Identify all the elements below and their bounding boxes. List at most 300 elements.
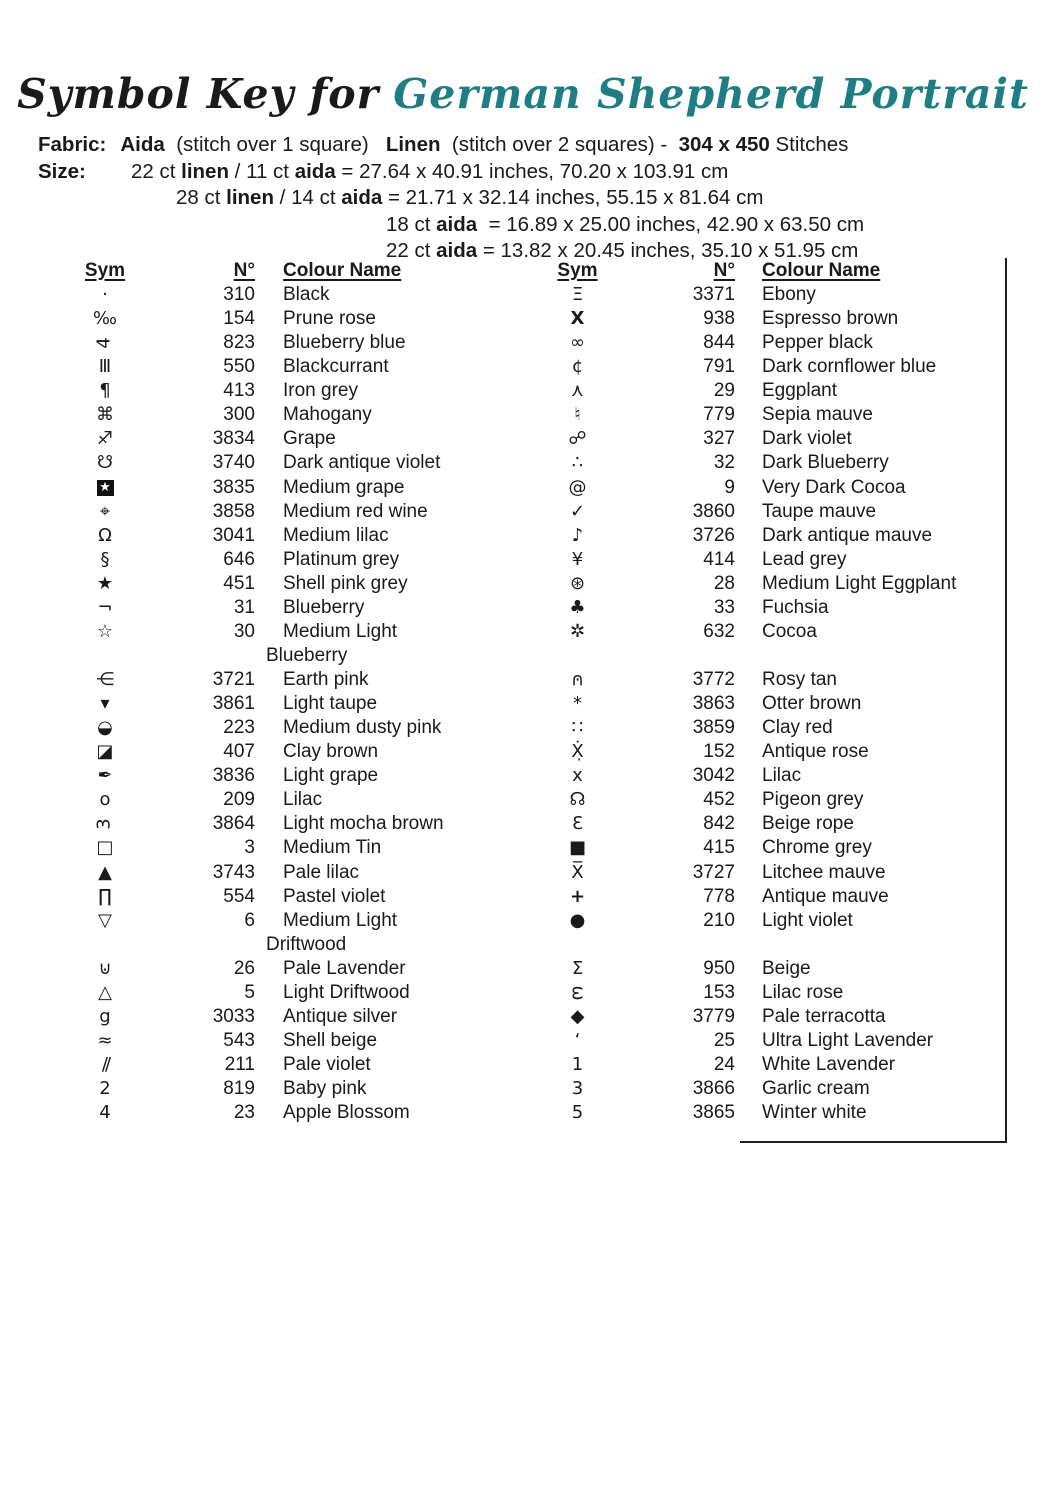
table-row xyxy=(60,548,1006,572)
number-cell: 9 xyxy=(724,476,735,498)
symbol-cell xyxy=(540,741,615,763)
table-row xyxy=(60,355,1006,379)
number-cell: 842 xyxy=(703,813,735,835)
colour-name-cell: Medium dusty pink xyxy=(283,717,442,739)
symbol-cell xyxy=(60,525,150,547)
number-cell: 414 xyxy=(703,548,735,570)
stitch-symbol: // xyxy=(101,1054,109,1076)
symbol-cell xyxy=(60,356,150,378)
symbol-cell xyxy=(540,356,615,378)
header-no-left: N° xyxy=(233,259,255,281)
number-cell: 29 xyxy=(713,380,735,402)
table-row xyxy=(60,1077,1006,1101)
symbol-cell xyxy=(60,765,150,787)
number-cell: 26 xyxy=(233,957,255,979)
number-cell: 3863 xyxy=(692,693,735,715)
number-cell: 778 xyxy=(703,885,735,907)
colour-name-cell: Clay brown xyxy=(283,741,379,763)
table-row xyxy=(60,500,1006,524)
symbol-cell xyxy=(540,597,615,619)
number-cell: 3033 xyxy=(212,1005,255,1027)
colour-name-cell: Antique rose xyxy=(762,741,869,763)
colour-name-cell: Ebony xyxy=(762,284,816,306)
symbol-cell xyxy=(540,837,615,859)
number-cell: 632 xyxy=(703,620,735,642)
symbol-cell xyxy=(540,452,615,474)
symbol-cell xyxy=(60,837,150,859)
colour-name-cell: Grape xyxy=(283,428,336,450)
symbol-cell xyxy=(60,982,150,1004)
header-colour-name-left: Colour Name xyxy=(283,259,402,281)
colour-name-cell: Lead grey xyxy=(762,548,847,570)
symbol-cell xyxy=(540,1102,615,1124)
symbol-cell xyxy=(60,452,150,474)
symbol-cell xyxy=(60,597,150,619)
stitch-symbol: ¶ xyxy=(99,380,111,402)
colour-name-cell: Chrome grey xyxy=(762,837,872,859)
number-cell: 25 xyxy=(713,1029,735,1051)
table-row xyxy=(60,596,1006,620)
table-row xyxy=(60,644,1006,668)
colour-name-cell: White Lavender xyxy=(762,1054,896,1076)
stitch-symbol: ⊍ xyxy=(570,670,585,692)
stitch-symbol: ■ xyxy=(568,837,586,859)
stitch-symbol: 5 xyxy=(571,1102,584,1124)
colour-name-cell: Blueberry blue xyxy=(283,332,406,354)
stitch-symbol: ∞ xyxy=(570,332,585,354)
fabric-line xyxy=(38,133,848,157)
stitch-symbol: g xyxy=(99,1005,111,1027)
colour-name-cell: Pale violet xyxy=(283,1054,371,1076)
colour-name-cell: Garlic cream xyxy=(762,1078,870,1100)
colour-name-cell: Clay red xyxy=(762,717,833,739)
colour-name-cell: Cocoa xyxy=(762,620,817,642)
symbol-cell xyxy=(540,862,615,884)
colour-name-cell: Shell pink grey xyxy=(283,572,408,594)
number-cell: 779 xyxy=(703,404,735,426)
stitch-symbol: 3 xyxy=(93,818,115,831)
table-row xyxy=(60,692,1006,716)
colour-name-cell: Mahogany xyxy=(283,404,372,426)
symbol-cell xyxy=(540,428,615,450)
number-cell: 646 xyxy=(223,548,255,570)
table-row xyxy=(60,1005,1006,1029)
colour-name-cell: Prune rose xyxy=(283,308,376,330)
stitch-symbol: ⋏ xyxy=(570,380,585,402)
colour-name-cell: Baby pink xyxy=(283,1078,367,1100)
stitch-symbol: Ẋ̣ xyxy=(571,741,584,763)
number-cell: 31 xyxy=(233,596,255,618)
number-cell: 211 xyxy=(224,1054,255,1076)
number-cell: 819 xyxy=(223,1078,255,1100)
colour-name-cell: Apple Blossom xyxy=(283,1102,410,1124)
stitch-symbol: ★ xyxy=(96,572,114,594)
symbol-cell xyxy=(60,284,150,306)
header-colour-name-right: Colour Name xyxy=(762,259,881,281)
number-cell: 3772 xyxy=(692,669,735,691)
table-row xyxy=(60,1101,1006,1125)
size-line-4: 22 ct aida = 13.82 x 20.45 inches, 35.10 x 51.95 cm xyxy=(386,239,859,262)
symbol-cell xyxy=(540,958,615,980)
table-row xyxy=(60,331,1006,355)
stitch-symbol: ☋ xyxy=(97,452,113,474)
stitch-symbol: ⊍ xyxy=(98,957,112,979)
symbol-cell xyxy=(540,1030,615,1052)
number-cell: 3 xyxy=(244,837,255,859)
stitch-symbol: ⊛ xyxy=(569,572,586,594)
colour-name-cell: Pepper black xyxy=(762,332,873,354)
table-row xyxy=(60,427,1006,451)
number-cell: 152 xyxy=(703,741,735,763)
symbol-cell xyxy=(540,1006,615,1028)
stitch-symbol: x xyxy=(572,765,583,787)
symbol-cell xyxy=(540,308,615,330)
table-row xyxy=(60,403,1006,427)
colour-name-cell: Dark cornflower blue xyxy=(762,356,937,378)
colour-name-cell: Pigeon grey xyxy=(762,789,864,811)
number-cell: 3864 xyxy=(212,813,255,835)
stitch-symbol: ☍ xyxy=(568,428,587,450)
colour-name-cell: Pastel violet xyxy=(283,885,386,907)
table-row xyxy=(60,788,1006,812)
stitch-symbol: ∷ xyxy=(571,717,584,739)
table-row xyxy=(60,909,1006,933)
number-cell: 210 xyxy=(703,909,735,931)
table-row xyxy=(60,933,1006,957)
stitch-symbol: * xyxy=(573,693,582,715)
number-cell: 3042 xyxy=(692,765,735,787)
number-cell: 300 xyxy=(223,404,255,426)
symbol-cell xyxy=(60,1102,150,1124)
number-cell: 223 xyxy=(223,717,255,739)
colour-name-cell: Beige xyxy=(762,957,811,979)
fabric-details: Aida (stitch over 1 square) Linen (stitch over 2 squares) - 304 x 450 Stitches xyxy=(120,133,849,156)
symbol-cell xyxy=(60,1054,150,1076)
number-cell: 153 xyxy=(703,981,735,1003)
number-cell: 3861 xyxy=(212,693,255,715)
stitch-symbol: ♪ xyxy=(571,524,584,546)
number-cell: 3865 xyxy=(692,1102,735,1124)
number-cell: 950 xyxy=(703,957,735,979)
title-plain: Symbol Key for xyxy=(17,70,380,118)
stitch-symbol: Ξ xyxy=(571,284,584,306)
colour-name-cell: Ultra Light Lavender xyxy=(762,1029,934,1051)
number-cell: 3041 xyxy=(212,524,255,546)
stitch-symbol: Ɛ xyxy=(571,813,584,835)
stitch-symbol: ▲ xyxy=(98,861,112,883)
table-row xyxy=(60,1053,1006,1077)
table-row xyxy=(60,524,1006,548)
colour-name-cell: Rosy tan xyxy=(762,669,837,691)
stitch-symbol: ● xyxy=(569,909,586,931)
table-row xyxy=(60,307,1006,331)
symbol-cell xyxy=(60,404,150,426)
symbol-cell xyxy=(60,862,150,884)
number-cell: 844 xyxy=(703,332,735,354)
stitch-symbol: ‘ xyxy=(574,1029,581,1051)
stitch-symbol: ‰ xyxy=(92,308,118,330)
stitch-symbol: ¬ xyxy=(97,596,113,618)
table-body xyxy=(60,283,1006,1125)
colour-name-cell: Light mocha brown xyxy=(283,813,444,835)
stitch-symbol: ¢ xyxy=(571,356,584,378)
number-cell: 413 xyxy=(223,380,255,402)
stitch-symbol: 2 xyxy=(99,1078,111,1100)
colour-name-cell: Taupe mauve xyxy=(762,500,877,522)
symbol-cell xyxy=(60,1006,150,1028)
number-cell: 32 xyxy=(713,452,735,474)
stitch-symbol: △ xyxy=(98,981,112,1003)
symbol-cell xyxy=(60,308,150,330)
symbol-cell xyxy=(60,669,150,691)
stitch-symbol: Σ xyxy=(571,957,584,979)
symbol-cell xyxy=(60,1078,150,1100)
symbol-cell xyxy=(60,1030,150,1052)
colour-name-cell: Winter white xyxy=(762,1102,867,1124)
number-cell: 28 xyxy=(713,572,735,594)
number-cell: 6 xyxy=(244,909,255,931)
stitch-symbol: □ xyxy=(96,837,114,859)
symbol-cell xyxy=(540,549,615,571)
stitch-symbol: ∴ xyxy=(571,452,584,474)
stitch-symbol: ⋲ xyxy=(96,669,114,691)
stitch-symbol: ◒ xyxy=(97,717,113,739)
header-no-right: N° xyxy=(713,259,735,281)
colour-name-cell: Medium grape xyxy=(283,476,405,498)
stitch-symbol: ☆ xyxy=(96,620,114,642)
table-row xyxy=(60,283,1006,307)
colour-name-cell: Espresso brown xyxy=(762,308,899,330)
number-cell: 543 xyxy=(223,1029,255,1051)
symbol-key-table xyxy=(60,258,1006,1125)
colour-name-cell: Driftwood xyxy=(266,933,347,955)
colour-name-cell: Beige rope xyxy=(762,813,854,835)
colour-name-cell: Pale lilac xyxy=(283,861,360,883)
number-cell: 33 xyxy=(713,596,735,618)
table-row xyxy=(60,885,1006,909)
colour-name-cell: Black xyxy=(283,284,330,306)
colour-name-cell: Otter brown xyxy=(762,693,862,715)
symbol-cell xyxy=(540,693,615,715)
number-cell: 823 xyxy=(223,332,255,354)
colour-name-cell: Medium Light xyxy=(283,909,398,931)
table-row xyxy=(60,476,1006,500)
stitch-symbol: 4 xyxy=(93,337,115,349)
colour-name-cell: Pale Lavender xyxy=(283,957,406,979)
colour-name-cell: Dark Blueberry xyxy=(762,452,889,474)
right-border-rule xyxy=(1005,258,1007,1143)
colour-name-cell: Iron grey xyxy=(283,380,358,402)
number-cell: 3727 xyxy=(692,861,735,883)
number-cell: 30 xyxy=(233,620,255,642)
symbol-cell xyxy=(540,573,615,595)
stitch-symbol: ◪ xyxy=(96,741,114,763)
stitch-symbol: 3 xyxy=(571,1078,584,1100)
colour-name-cell: Light taupe xyxy=(283,693,378,715)
symbol-cell xyxy=(540,1054,615,1076)
colour-name-cell: Dark antique mauve xyxy=(762,524,933,546)
table-row xyxy=(60,1029,1006,1053)
table-header-row xyxy=(60,258,1006,283)
stitch-symbol: ♣ xyxy=(569,596,586,618)
title-pattern-name: German Shepherd Portrait xyxy=(393,70,1029,118)
colour-name-cell: Blueberry xyxy=(266,644,348,666)
number-cell: 3835 xyxy=(212,476,255,498)
number-cell: 24 xyxy=(713,1054,735,1076)
table-row xyxy=(60,668,1006,692)
table-row xyxy=(60,957,1006,981)
symbol-cell xyxy=(60,621,150,643)
stitch-symbol: ✲ xyxy=(569,620,586,642)
symbol-cell xyxy=(540,813,615,835)
colour-name-cell: Medium lilac xyxy=(283,524,389,546)
symbol-cell xyxy=(540,284,615,306)
stitch-symbol: ⌘ xyxy=(96,404,114,426)
symbol-cell xyxy=(540,1078,615,1100)
bottom-border-rule xyxy=(740,1141,1007,1143)
symbol-cell xyxy=(60,549,150,571)
symbol-cell xyxy=(540,501,615,523)
stitch-symbol: 4 xyxy=(99,1102,111,1124)
stitch-symbol: X xyxy=(570,308,585,330)
number-cell: 938 xyxy=(703,308,735,330)
symbol-cell xyxy=(60,886,150,908)
size-line-3: 18 ct aida = 16.89 x 25.00 inches, 42.90 x 63.50 cm xyxy=(386,212,865,236)
stitch-symbol: ♮ xyxy=(574,404,581,426)
number-cell: 3371 xyxy=(692,284,735,306)
stitch-symbol: ¥ xyxy=(571,548,584,570)
symbol-cell xyxy=(540,332,615,354)
number-cell: 327 xyxy=(703,428,735,450)
colour-name-cell: Blackcurrant xyxy=(283,356,389,378)
colour-name-cell: Platinum grey xyxy=(283,548,400,570)
symbol-cell xyxy=(540,717,615,739)
colour-name-cell: Pale terracotta xyxy=(762,1005,886,1027)
table-row xyxy=(60,716,1006,740)
number-cell: 3859 xyxy=(692,717,735,739)
number-cell: 209 xyxy=(223,789,255,811)
page-title xyxy=(0,70,1060,118)
symbol-cell xyxy=(60,501,150,523)
colour-name-cell: Lilac rose xyxy=(762,981,844,1003)
table-row xyxy=(60,836,1006,860)
stitch-symbol: + xyxy=(569,885,586,907)
colour-name-cell: Antique mauve xyxy=(762,885,889,907)
colour-name-cell: Litchee mauve xyxy=(762,861,886,883)
stitch-symbol: o xyxy=(99,789,111,811)
number-cell: 3836 xyxy=(212,765,255,787)
stitch-symbol: ♐ xyxy=(96,428,114,450)
size-line-1: 22 ct linen / 11 ct aida = 27.64 x 40.91 inches, 70.20 x 103.91 cm xyxy=(131,160,729,183)
colour-name-cell: Light Driftwood xyxy=(283,981,410,1003)
symbol-cell xyxy=(60,717,150,739)
symbol-cell xyxy=(540,669,615,691)
table-row xyxy=(60,764,1006,788)
stitch-symbol: ▾ xyxy=(100,693,110,715)
stitch-symbol: 1 xyxy=(571,1054,584,1076)
symbol-cell xyxy=(540,886,615,908)
symbol-cell xyxy=(60,428,150,450)
colour-name-cell: Antique silver xyxy=(283,1005,398,1027)
number-cell: 154 xyxy=(223,308,255,330)
colour-name-cell: Lilac xyxy=(283,789,323,811)
stitch-symbol: ✓ xyxy=(569,500,586,522)
symbol-cell xyxy=(540,910,615,932)
colour-name-cell: Medium Tin xyxy=(283,837,382,859)
number-cell: 5 xyxy=(244,981,255,1003)
stitch-symbol: · xyxy=(102,284,108,306)
number-cell: 3721 xyxy=(212,669,255,691)
colour-name-cell: Shell beige xyxy=(283,1029,378,1051)
size-line-2: 28 ct linen / 14 ct aida = 21.71 x 32.14 inches, 55.15 x 81.64 cm xyxy=(176,186,764,209)
table-row xyxy=(60,812,1006,836)
stitch-symbol: ∏ xyxy=(98,885,112,907)
stitch-symbol: ◆ xyxy=(570,1005,585,1027)
number-cell: 415 xyxy=(703,837,735,859)
table-row xyxy=(60,861,1006,885)
fabric-label: Fabric: xyxy=(38,133,107,156)
colour-name-cell: Sepia mauve xyxy=(762,404,873,426)
symbol-cell xyxy=(60,910,150,932)
symbol-cell xyxy=(60,380,150,402)
symbol-cell xyxy=(60,477,150,499)
stitch-symbol: @ xyxy=(568,476,587,498)
symbol-cell xyxy=(540,765,615,787)
size-label: Size: xyxy=(38,160,86,183)
stitch-symbol: § xyxy=(100,548,110,570)
colour-name-cell: Earth pink xyxy=(283,669,369,691)
symbol-cell xyxy=(540,404,615,426)
colour-name-cell: Eggplant xyxy=(762,380,838,402)
header-sym-right: Sym xyxy=(557,259,598,281)
header-sym-left: Sym xyxy=(84,259,126,281)
number-cell: 451 xyxy=(223,572,255,594)
number-cell: 3779 xyxy=(692,1005,735,1027)
symbol-cell xyxy=(540,621,615,643)
stitch-symbol: ≈ xyxy=(97,1029,113,1051)
colour-name-cell: Light grape xyxy=(283,765,379,787)
table-row xyxy=(60,451,1006,475)
symbol-cell xyxy=(60,789,150,811)
colour-name-cell: Medium Light Eggplant xyxy=(762,572,957,594)
stitch-symbol: Ω xyxy=(98,524,112,546)
number-cell: 3834 xyxy=(212,428,255,450)
colour-name-cell: Medium Light xyxy=(283,620,398,642)
number-cell: 554 xyxy=(223,885,255,907)
table-row xyxy=(60,981,1006,1005)
symbol-cell xyxy=(60,741,150,763)
number-cell: 452 xyxy=(703,789,735,811)
colour-name-cell: Blueberry xyxy=(283,596,365,618)
colour-name-cell: Fuchsia xyxy=(762,596,829,618)
symbol-cell xyxy=(540,525,615,547)
stitch-symbol: ✒ xyxy=(97,765,113,787)
stitch-symbol: ☊ xyxy=(569,789,586,811)
stitch-symbol: Ⅲ xyxy=(98,356,112,378)
symbol-cell xyxy=(60,332,150,354)
stitch-symbol: ★ xyxy=(97,480,114,496)
symbol-cell xyxy=(540,789,615,811)
symbol-cell xyxy=(60,958,150,980)
table-row xyxy=(60,379,1006,403)
number-cell: 3743 xyxy=(212,861,255,883)
stitch-symbol: X̅ xyxy=(571,861,584,883)
colour-name-cell: Lilac xyxy=(762,765,802,787)
table-row xyxy=(60,572,1006,596)
stitch-symbol: ⌖ xyxy=(99,500,111,522)
symbol-cell xyxy=(540,982,615,1004)
colour-name-cell: Medium red wine xyxy=(283,500,428,522)
